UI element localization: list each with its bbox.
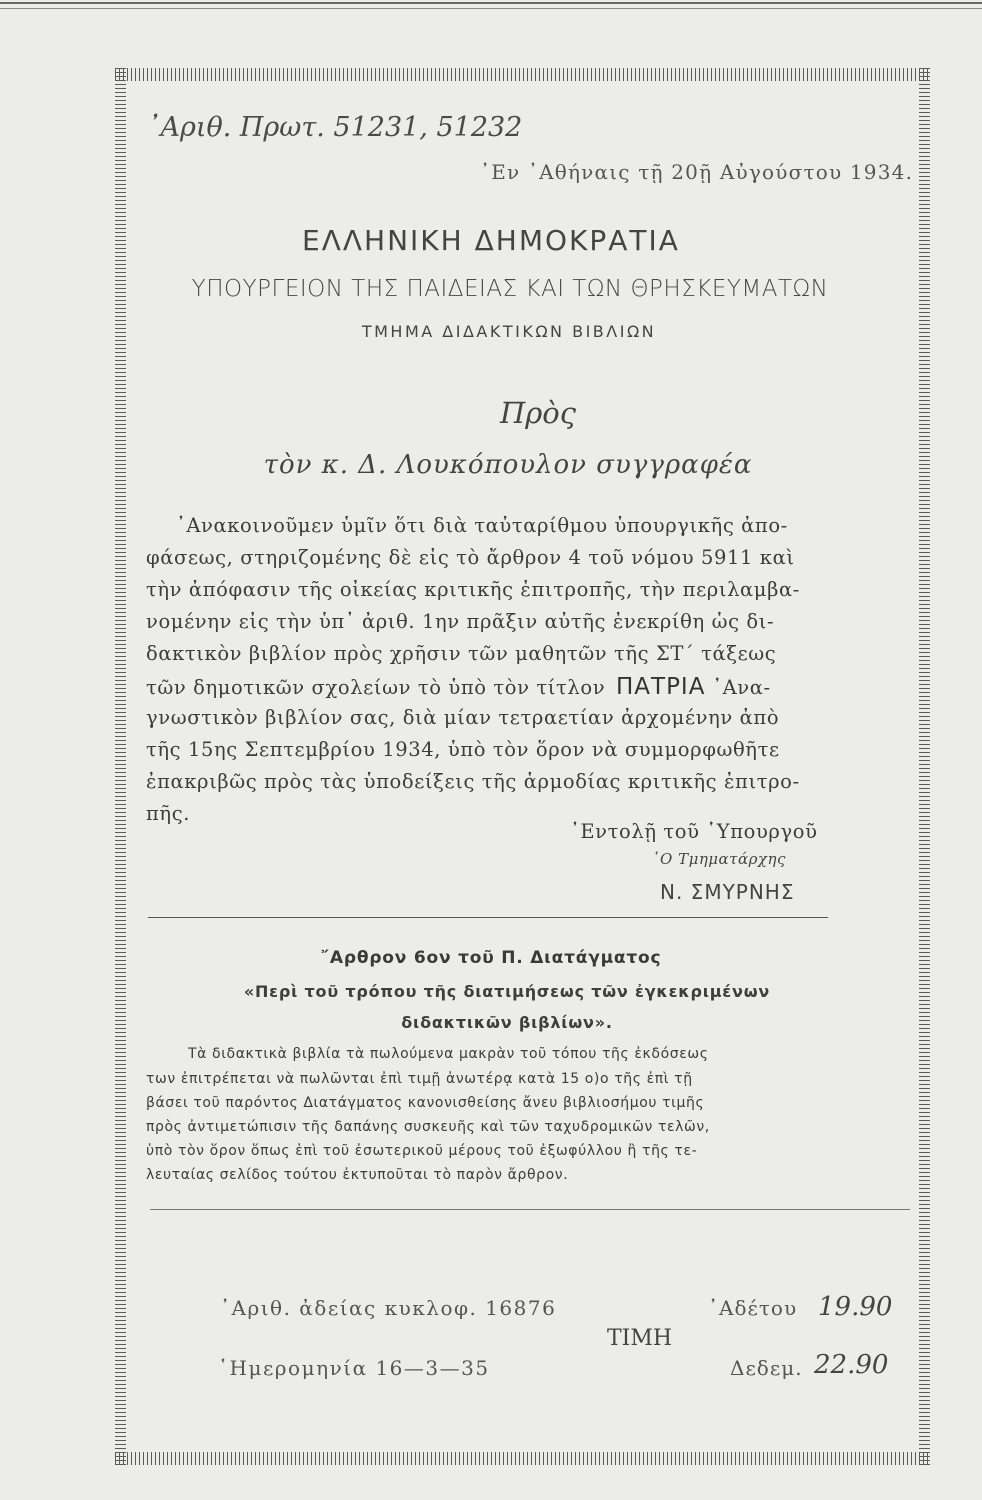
article-line: πρὸς ἀντιμετώπισιν τῆς δαπάνης συσκευῆς καὶ τῶν ταχυδρομικῶν τελῶν,	[146, 1119, 710, 1135]
order-line: ᾿Εντολῇ τοῦ ῾Υπουργοῦ	[570, 820, 818, 843]
approval-date: ῾Ημερομηνία 16—3—35	[218, 1356, 490, 1380]
letter-line: πῆς.	[146, 802, 191, 825]
bound-label: Δεδεμ.	[730, 1356, 803, 1380]
addressee-name: τὸν κ. Δ. Λουκόπουλον συγγραφέα	[263, 450, 753, 480]
frame-top-edge	[115, 68, 930, 81]
signer-title: ῾Ο Τμηματάρχης	[652, 850, 786, 868]
frame-bottom-edge	[115, 1452, 930, 1465]
letter-line: ᾿Ανακοινοῦμεν ὑμῖν ὅτι διὰ ταὐταρίθμου ὑπουργικῆς ἀπο-	[176, 514, 788, 537]
top-border-line	[0, 2, 982, 4]
department-title: ΤΜΗΜΑ ΔΙΔΑΚΤΙΚΩΝ ΒΙΒΛΙΩΝ	[361, 322, 657, 341]
letter-line-continuation: ᾿Ανα-	[712, 676, 771, 699]
article-heading: ῎Αρθρον 6ον τοῦ Π. Διατάγματος	[320, 948, 662, 968]
letter-line: γνωστικὸν βιβλίον σας, διὰ μίαν τετραετίαν ἀρχομένην ἀπὸ	[146, 706, 780, 729]
letter-line: τῆς 15ης Σεπτεμβρίου 1934, ὑπὸ τὸν ὅρον νὰ συμμορφωθῆτε	[146, 738, 780, 761]
unbound-price: 19.90	[818, 1292, 893, 1322]
footer-divider	[150, 1209, 910, 1210]
price-label: ΤΙΜΗ	[607, 1326, 673, 1351]
letter-line: τὴν ἀπόφασιν τῆς οἰκείας κριτικῆς ἐπιτροπῆς, τὴν περιλαμβα-	[146, 578, 800, 601]
letter-line: νομένην εἰς τὴν ὑπ᾿ ἀριθ. 1ην πρᾶξιν αὐτῆς ἐνεκρίθη ὡς δι-	[146, 610, 775, 633]
article-subtitle: διδακτικῶν βιβλίων».	[401, 1013, 613, 1032]
letter-line: δακτικὸν βιβλίον πρὸς χρῆσιν τῶν μαθητῶν τῆς ΣΤ΄ τάξεως	[146, 642, 777, 665]
republic-title: ΕΛΛΗΝΙΚΗ ΔΗΜΟΚΡΑΤΙΑ	[302, 224, 680, 257]
unbound-label: ᾿Αδέτου	[708, 1296, 798, 1320]
article-subtitle: «Περὶ τοῦ τρόπου τῆς διατιμήσεως τῶν ἐγκεκριμένων	[243, 982, 771, 1001]
addressee-to: Πρὸς	[499, 396, 577, 430]
article-line: βάσει τοῦ παρόντος Διατάγματος κανονισθείσης ἄνευ βιβλιοσήμου τιμῆς	[146, 1095, 705, 1111]
letter-line: ἐπακριβῶς πρὸς τὰς ὑποδείξεις τῆς ἁρμοδίας κριτικῆς ἐπιτρο-	[146, 770, 800, 793]
protocol-number: ᾿Αριθ. Πρωτ. 51231, 51232	[147, 112, 523, 143]
book-title: ΠΑΤΡΙΑ	[615, 674, 706, 700]
article-line: των ἐπιτρέπεται νὰ πωλῶνται ἐπὶ τιμῇ ἀνωτέρᾳ κατὰ 15 ο)ο τῆς ἐπὶ τῇ	[146, 1071, 693, 1087]
bound-price: 22.90	[814, 1350, 889, 1380]
letter-line: φάσεως, στηριζομένης δὲ εἰς τὸ ἄρθρον 4 τοῦ νόμου 5911 καὶ	[146, 546, 795, 569]
signer-name: Ν. ΣΜΥΡΝΗΣ	[660, 880, 795, 904]
article-line: λευταίας σελίδος τούτου ἐκτυποῦται τὸ παρὸν ἄρθρον.	[146, 1167, 569, 1183]
ministry-title: ΥΠΟΥΡΓΕΙΟΝ ΤΗΣ ΠΑΙΔΕΙΑΣ ΚΑΙ ΤΩΝ ΘΡΗΣΚΕΥΜΑΤΩΝ	[191, 276, 829, 302]
top-border-line-thin	[0, 8, 982, 9]
divider-line	[148, 917, 828, 918]
article-line: Τὰ διδακτικὰ βιβλία τὰ πωλούμενα μακρὰν τοῦ τόπου τῆς ἐκδόσεως	[188, 1046, 709, 1062]
license-number: ᾿Αριθ. ἀδείας κυκλοφ. 16876	[220, 1296, 557, 1320]
letter-line: τῶν δημοτικῶν σχολείων τὸ ὑπὸ τὸν τίτλον	[146, 676, 606, 699]
article-line: ὑπὸ τὸν ὅρον ὅπως ἐπὶ τοῦ ἐσωτερικοῦ μέρους τοῦ ἐξωφύλλου ἢ τῆς τε-	[146, 1143, 698, 1159]
date-line: ᾿Εν ᾿Αθήναις τῇ 20ῇ Αὐγούστου 1934.	[480, 160, 914, 184]
